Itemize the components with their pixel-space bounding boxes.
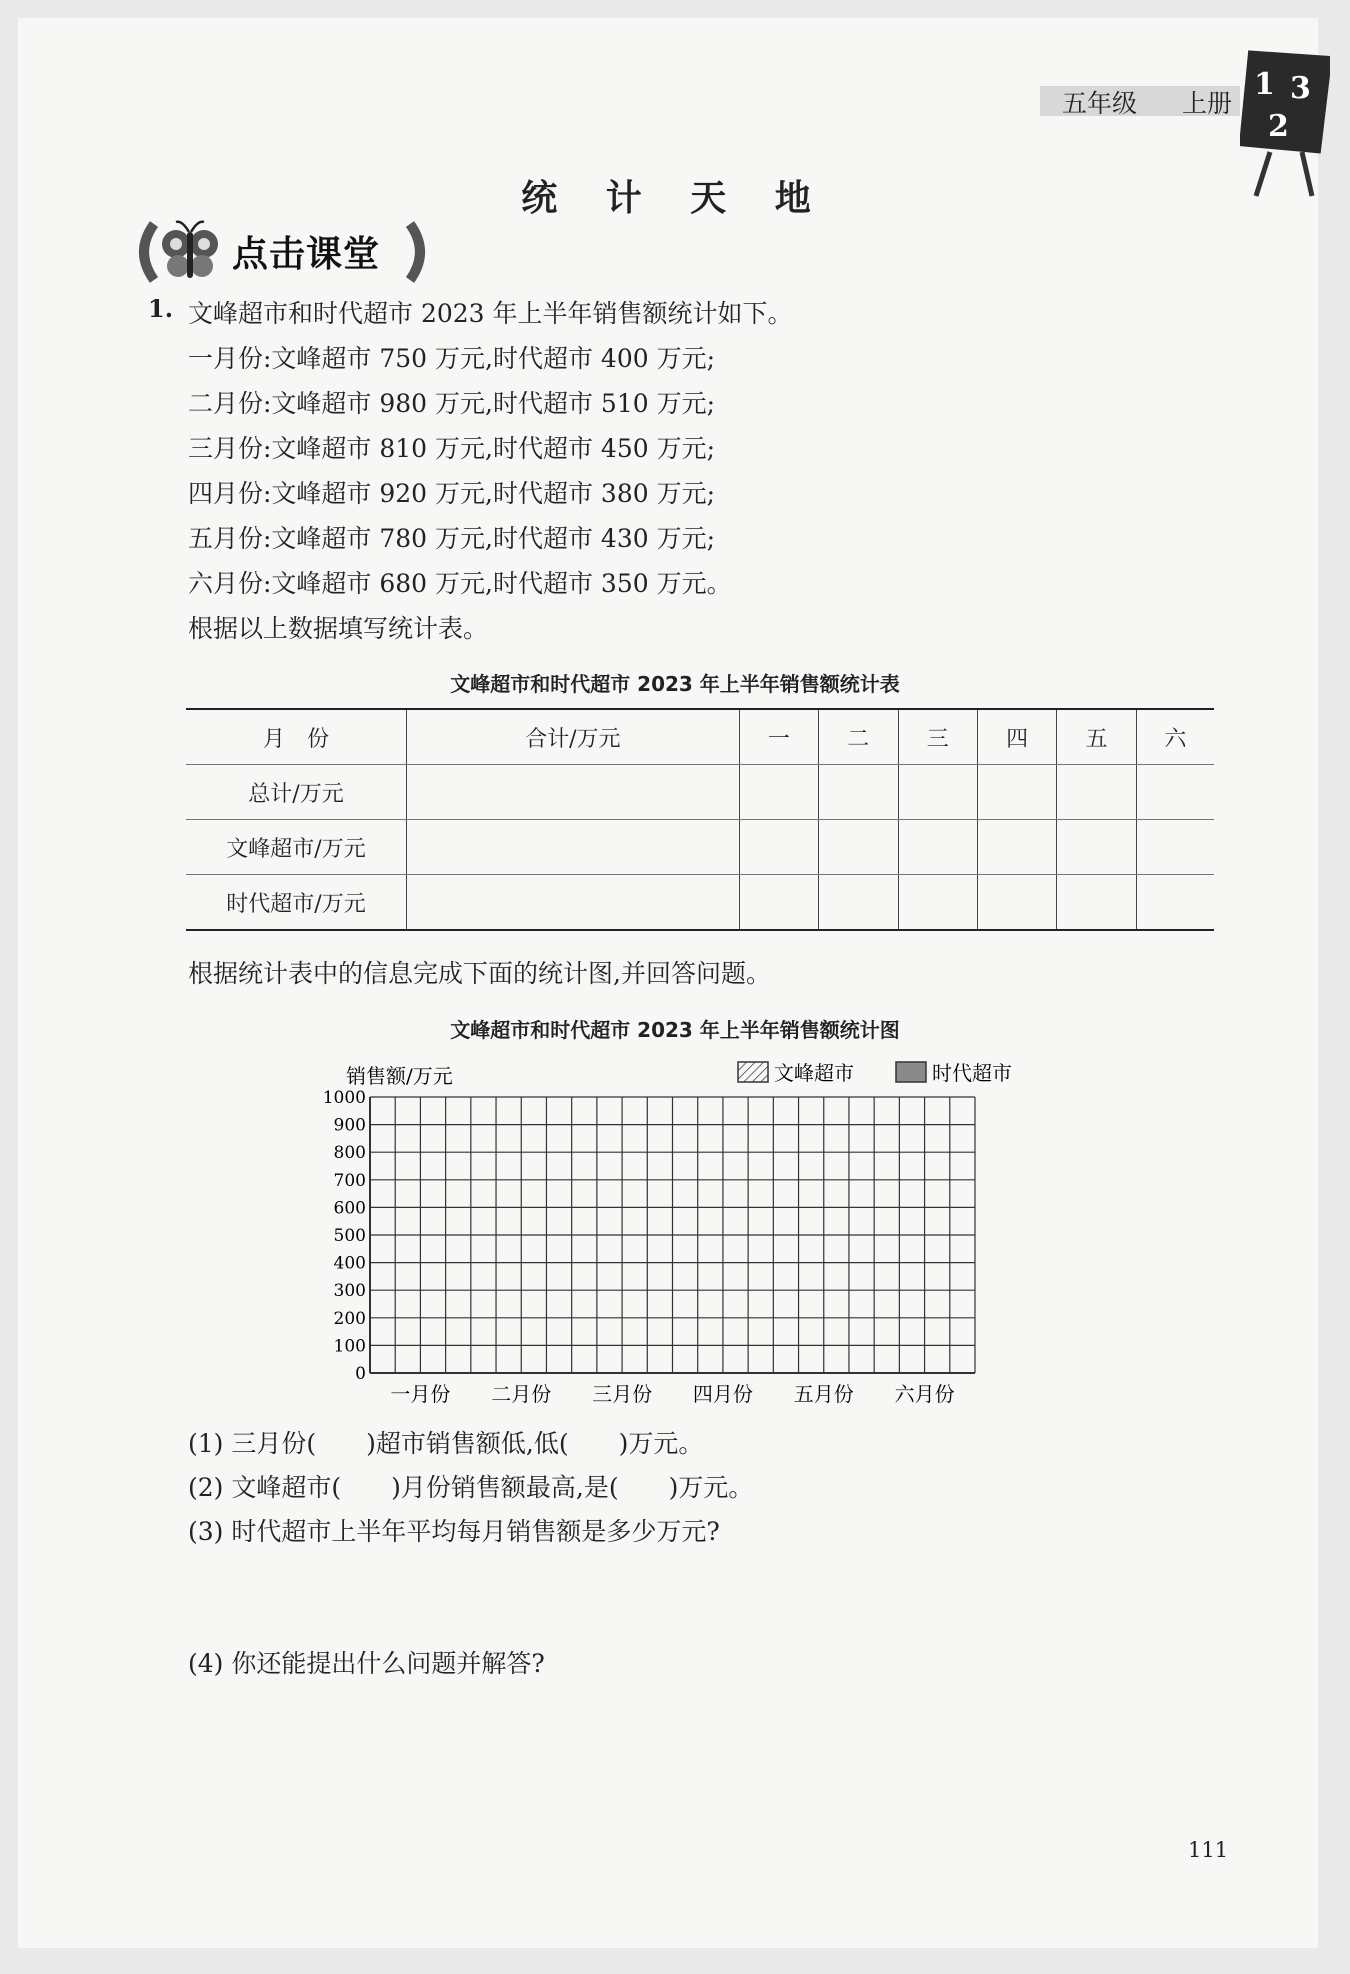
row-label: 时代超市/万元 — [186, 875, 407, 931]
blank-cell[interactable] — [898, 765, 977, 820]
table-row — [186, 875, 1214, 931]
data-line-mar: 三月份:文峰超市 810 万元,时代超市 450 万元; — [188, 434, 716, 463]
page-title: 统 计 天 地 — [521, 178, 829, 219]
statistics-table — [186, 708, 1214, 931]
y-tick-label: 200 — [333, 1308, 366, 1329]
x-category-label: 三月份 — [592, 1382, 653, 1406]
x-category-label: 六月份 — [894, 1382, 955, 1406]
legend-swatch-shidai — [896, 1062, 926, 1082]
page-number: 111 — [1188, 1838, 1229, 1862]
question-intro: 文峰超市和时代超市 2023 年上半年销售额统计如下。 — [188, 299, 793, 328]
table-header-cell: 三 — [898, 709, 977, 765]
logo-digit-2: 2 — [1268, 109, 1289, 144]
data-line-may: 五月份:文峰超市 780 万元,时代超市 430 万元; — [188, 524, 716, 553]
blank-cell[interactable] — [1136, 875, 1214, 931]
y-tick-label: 800 — [333, 1143, 366, 1164]
table-caption: 文峰超市和时代超市 2023 年上半年销售额统计表 — [450, 672, 900, 696]
blank-cell[interactable] — [898, 820, 977, 875]
legend-label-wenfeng: 文峰超市 — [774, 1061, 854, 1085]
blank-cell[interactable] — [1136, 765, 1214, 820]
data-line-feb: 二月份:文峰超市 980 万元,时代超市 510 万元; — [188, 389, 716, 418]
data-line-apr: 四月份:文峰超市 920 万元,时代超市 380 万元; — [188, 479, 716, 508]
question-number: 1. — [148, 294, 174, 323]
y-tick-label: 600 — [333, 1198, 366, 1219]
table-header-cell: 月 份 — [186, 709, 407, 765]
table-header-cell: 合计/万元 — [407, 709, 740, 765]
blank-cell[interactable] — [407, 875, 740, 931]
y-tick-label: 500 — [333, 1226, 366, 1246]
y-tick-label: 700 — [333, 1170, 366, 1191]
y-tick-label: 900 — [333, 1115, 366, 1136]
y-tick-label: 1000 — [322, 1088, 366, 1108]
table-header-cell: 一 — [739, 709, 818, 765]
x-category-label: 五月份 — [793, 1382, 854, 1406]
blank-cell[interactable] — [977, 765, 1056, 820]
data-line-jan: 一月份:文峰超市 750 万元,时代超市 400 万元; — [188, 344, 716, 373]
header-volume: 上册 — [1182, 89, 1233, 118]
y-tick-label: 0 — [355, 1364, 366, 1384]
blank-cell[interactable] — [1057, 875, 1136, 931]
logo-digit-3: 3 — [1290, 71, 1311, 106]
data-line-jun: 六月份:文峰超市 680 万元,时代超市 350 万元。 — [188, 569, 732, 598]
header-grade: 五年级 — [1062, 89, 1138, 118]
table-header-cell: 五 — [1057, 709, 1136, 765]
y-axis-label: 销售额/万元 — [346, 1064, 453, 1088]
table-header-cell: 四 — [977, 709, 1056, 765]
table-header-row — [186, 709, 1214, 765]
blank-cell[interactable] — [1057, 820, 1136, 875]
y-tick-label: 100 — [333, 1336, 366, 1357]
blank-cell[interactable] — [739, 875, 818, 931]
blank-cell[interactable] — [819, 875, 898, 931]
instruction-fill-table: 根据以上数据填写统计表。 — [188, 614, 489, 643]
sub-question-1: (1) 三月份( )超市销售额低,低( )万元。 — [188, 1429, 704, 1458]
x-category-label: 二月份 — [491, 1382, 552, 1406]
blank-cell[interactable] — [407, 765, 740, 820]
row-label: 文峰超市/万元 — [186, 820, 407, 875]
blank-cell[interactable] — [898, 875, 977, 931]
blank-cell[interactable] — [1136, 820, 1214, 875]
legend-swatch-wenfeng — [738, 1062, 768, 1082]
blank-cell[interactable] — [977, 875, 1056, 931]
sub-question-3: (3) 时代超市上半年平均每月销售额是多少万元? — [188, 1517, 720, 1546]
x-category-label: 一月份 — [390, 1382, 451, 1406]
section-banner-text: 点击课堂 — [232, 234, 381, 275]
y-tick-label: 300 — [333, 1281, 366, 1302]
x-category-label: 四月份 — [692, 1382, 753, 1406]
blank-cell[interactable] — [739, 820, 818, 875]
table-header-cell: 二 — [819, 709, 898, 765]
butterfly-icon — [162, 222, 218, 278]
table-row — [186, 765, 1214, 820]
chart-title: 文峰超市和时代超市 2023 年上半年销售额统计图 — [450, 1018, 900, 1042]
blank-cell[interactable] — [977, 820, 1056, 875]
blank-cell[interactable] — [819, 765, 898, 820]
blank-cell[interactable] — [407, 820, 740, 875]
table-header-cell: 六 — [1136, 709, 1214, 765]
sub-question-4: (4) 你还能提出什么问题并解答? — [188, 1649, 545, 1678]
blank-cell[interactable] — [1057, 765, 1136, 820]
legend-label-shidai: 时代超市 — [932, 1061, 1012, 1085]
logo-digit-1: 1 — [1254, 67, 1275, 102]
sub-question-2: (2) 文峰超市( )月份销售额最高,是( )万元。 — [188, 1473, 754, 1502]
blank-cell[interactable] — [819, 820, 898, 875]
instruction-complete-chart: 根据统计表中的信息完成下面的统计图,并回答问题。 — [188, 959, 771, 988]
y-tick-label: 400 — [333, 1253, 366, 1274]
bar-chart-grid — [300, 1050, 1060, 1420]
blank-cell[interactable] — [739, 765, 818, 820]
row-label: 总计/万元 — [186, 765, 407, 820]
table-row — [186, 820, 1214, 875]
